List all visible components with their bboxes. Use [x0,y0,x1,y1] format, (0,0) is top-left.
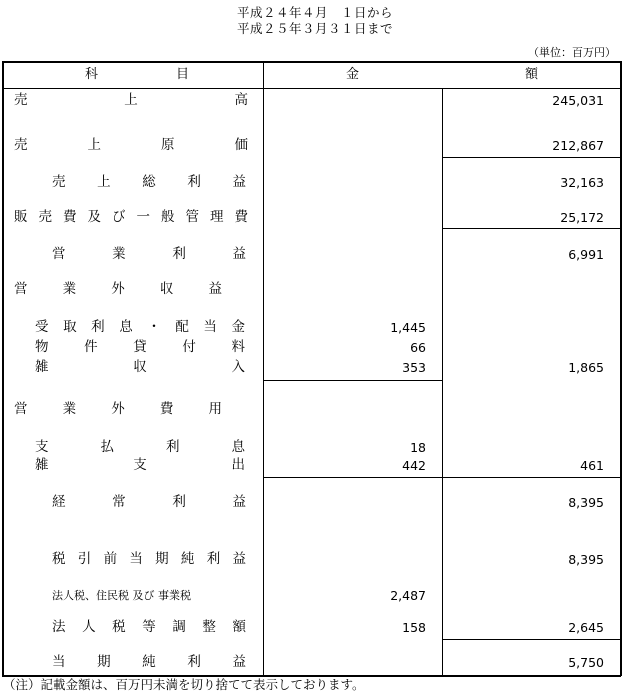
header-subject-a: 科 [85,67,99,82]
label-char: 雑 [35,359,49,375]
amount-net-income: 5,750 [568,655,604,670]
label-char: ・ [147,319,161,335]
amount-mid-misc-expense: 442 [402,458,426,473]
amount-ordinary-income: 8,395 [568,495,604,510]
amount-mid-interest-dividends: 1,445 [390,320,426,335]
row-label-interest-dividends [35,321,245,335]
row-label-tax-adjustment [52,621,246,635]
amount-sga: 25,172 [560,210,604,225]
unit-label: （単位：百万円） [528,46,616,59]
label-char: 益 [208,281,222,297]
label-char: 期 [155,551,169,567]
amount-non-op-expense-total: 461 [580,458,604,473]
label-char: 及 [87,209,101,225]
amount-mid-income-taxes: 2,487 [390,588,426,603]
col-divider-2 [442,88,443,675]
label-char: 利 [206,551,221,567]
amount-sales: 245,031 [552,93,604,108]
label-char: 整 [202,619,216,635]
label-char: 利 [187,654,201,670]
row-label-interest-paid [35,441,245,455]
label-char: 外 [111,281,125,297]
label-char: 益 [232,174,246,190]
label-char: 当 [203,319,217,335]
row-label-misc-income [35,361,245,375]
label-char: 上 [124,92,138,108]
label-char: 売 [14,92,28,108]
label-char: 利 [172,246,186,262]
label-char: 益 [232,654,246,670]
label-char: 費 [159,401,174,417]
row-label-sga [14,211,248,225]
label-char: 支 [35,439,49,455]
amount-pretax-income: 8,395 [568,552,604,567]
label-char: 引 [77,551,92,567]
label-char: 益 [232,246,246,262]
col-divider-1 [263,61,264,676]
label-char: 営 [52,246,66,262]
row-label-ordinary-income [52,496,246,510]
period-end: 平成２５年３月３１日まで [236,21,393,36]
amount-mid-interest-paid: 18 [410,440,426,455]
label-char: 調 [172,619,186,635]
label-char: び [112,209,126,225]
label-char: 利 [91,319,105,335]
label-char: 人 [82,619,96,635]
rule-after-cost-of-sales [442,157,620,158]
label-char: 販 [14,209,28,225]
label-char: 総 [142,174,156,190]
label-char: 管 [185,209,199,225]
amount-non-op-income-total: 1,865 [568,360,604,375]
label-char: 前 [103,551,118,567]
label-char: 期 [97,654,111,670]
label-char: 理 [210,209,224,225]
label-char: 般 [161,209,175,225]
label-char: 当 [52,654,66,670]
header-bottom-border [2,88,621,89]
amount-mid-misc-income: 353 [402,360,426,375]
label-char: 業 [62,401,77,417]
amount-total-taxes: 2,645 [568,620,604,635]
row-label-sales [14,94,248,108]
label-char: 純 [180,551,195,567]
label-char: 法 [52,619,66,635]
label-char: 業 [62,281,77,297]
rule-after-sga [442,228,620,229]
label-char: 売 [38,209,52,225]
label-char: 上 [87,137,101,153]
label-char: 当 [129,551,143,567]
label-char: 外 [111,401,125,417]
label-char: 等 [142,619,156,635]
label-char: 高 [234,92,248,108]
label-char: 利 [166,439,180,455]
label-char: 付 [182,339,196,355]
label-char: 支 [133,457,147,473]
label-char: 税 [112,619,126,635]
table-left-border [2,61,4,676]
label-char: 収 [133,359,147,375]
label-char: 費 [234,209,248,225]
table-top-border [2,61,621,63]
label-char: 入 [231,359,245,375]
amount-gross-profit: 32,163 [560,175,604,190]
amount-cost-of-sales: 212,867 [552,138,604,153]
footnote: （注）記載金額は、百万円未満を切り捨てて表示しております。 [3,677,365,692]
row-label-misc-expense [35,459,245,473]
label-char: 益 [232,494,246,510]
label-char: 営 [14,281,28,297]
label-char: 配 [175,319,189,335]
label-char: 上 [97,174,111,190]
label-char: 営 [14,401,28,417]
label-char: 用 [208,401,222,417]
label-char: 物 [35,339,49,355]
label-char: 息 [119,319,133,335]
label-char: 受 [35,319,49,335]
label-char: 貸 [133,339,147,355]
label-char: 利 [172,494,186,510]
label-char: 売 [52,174,66,190]
label-char: 出 [231,457,245,473]
row-label-non-op-expense [14,403,222,417]
row-label-net-income [52,656,246,670]
label-char: 価 [234,137,248,153]
row-label-income-taxes: 法人税、住民税 及び 事業税 [52,589,191,602]
label-char: 常 [112,494,126,510]
label-char: 雑 [35,457,49,473]
label-char: 取 [63,319,77,335]
label-char: 純 [142,654,156,670]
label-char: 売 [14,137,28,153]
label-char: 利 [187,174,201,190]
row-label-pretax-income [52,553,246,567]
label-char: 業 [112,246,126,262]
rule-after-non-op-expense [263,477,620,478]
label-char: 益 [232,551,246,567]
label-char: 料 [231,339,245,355]
row-label-operating-income [52,248,246,262]
label-char: 額 [232,619,246,635]
rule-after-tax-adjustment [442,639,620,640]
label-char: 原 [161,137,175,153]
label-char: 件 [84,339,98,355]
label-char: 収 [159,281,174,297]
table-right-border [620,61,622,676]
label-char: 払 [100,439,114,455]
amount-mid-property-rental: 66 [410,340,426,355]
header-amount-a: 金 [346,67,360,82]
amount-mid-tax-adjustment: 158 [402,620,426,635]
row-label-gross-profit [52,176,246,190]
col-divider-2-header [442,61,443,88]
label-char: 一 [136,209,150,225]
rule-after-non-op-income [263,380,442,381]
row-label-property-rental [35,341,245,355]
row-label-non-op-income [14,283,222,297]
amount-operating-income: 6,991 [568,247,604,262]
header-amount-b: 額 [525,67,539,82]
label-char: 経 [52,494,66,510]
label-char: 費 [63,209,77,225]
label-char: 税 [52,551,66,567]
header-subject-b: 目 [176,67,190,82]
label-char: 息 [231,439,245,455]
row-label-cost-of-sales [14,139,248,153]
period-start: 平成２４年４月 １日から [236,5,393,20]
label-char: 金 [231,319,245,335]
